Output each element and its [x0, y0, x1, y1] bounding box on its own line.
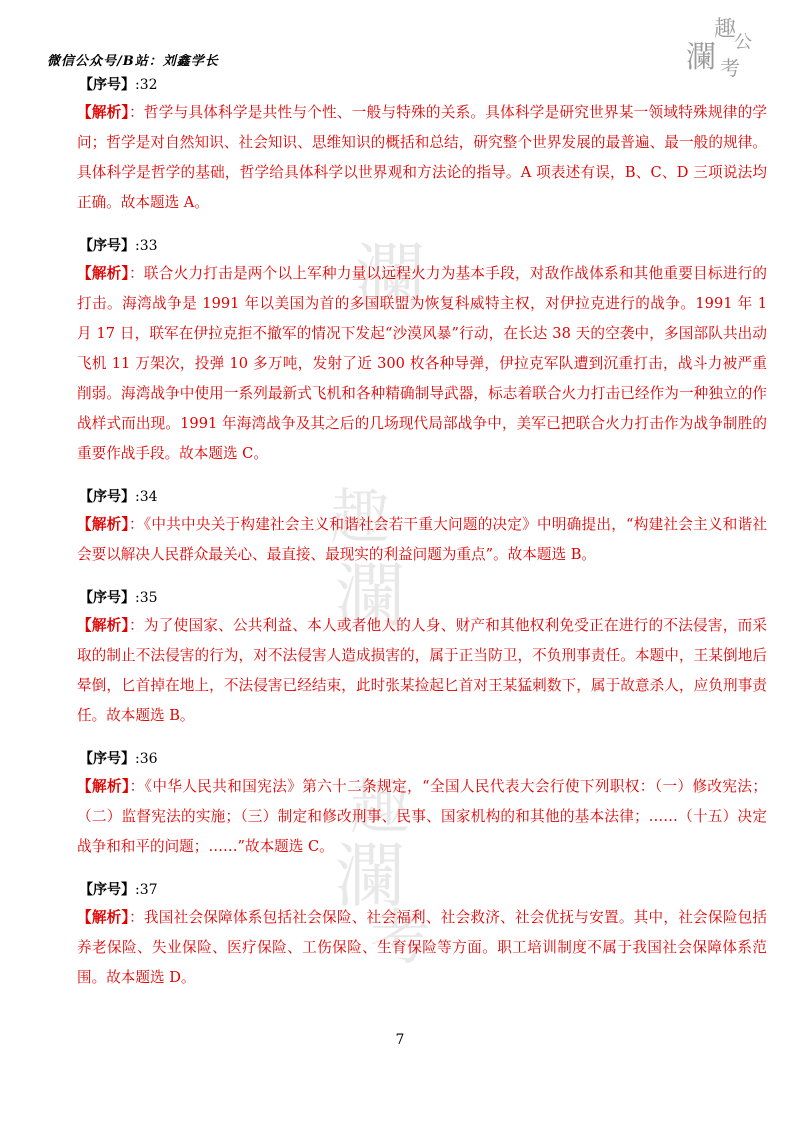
watermark-char: 瀾 — [355, 235, 425, 317]
logo-char: 瀾 — [686, 40, 716, 75]
analysis-text: 【解析】：为了使国家、公共利益、本人或者他人的人身、财产和其他权利免受正在进行的不法侵害，而采取的制止不法侵害的行为，对不法侵害人造成损害的，属于正当防卫，不负刑事责任。本题中，王某倒地后晕倒，匕首掉在地上，不法侵害已经结束，此时张某捡起匕首对王某猛刺数下，属于故意杀人，应负刑事责任。故本题选 B。 — [77, 617, 767, 724]
logo-char: 趣 — [714, 17, 737, 42]
logo-char: 考 — [720, 56, 740, 80]
question-number: 【序号】:35 — [79, 590, 158, 606]
watermark-char: 瀾 — [335, 555, 405, 637]
question-number: 【序号】:36 — [79, 751, 158, 767]
question-number: 【序号】:33 — [79, 238, 158, 254]
logo-char: 公 — [734, 32, 752, 53]
answer-item — [77, 233, 767, 469]
answer-item — [77, 877, 767, 993]
analysis-text: 【解析】：《中华人民共和国宪法》第六十二条规定，“全国人民代表大会行使下列职权：（一）修改宪法；（二）监督宪法的实施；（三）制定和修改刑事、民事、国家机构的和其他的基本法律；……（十五）决定战争和和平的问题；……”故本题选 C。 — [77, 778, 767, 855]
watermark-char: 趣 — [330, 483, 390, 553]
question-number: 【序号】:34 — [79, 489, 158, 505]
answer-item — [77, 484, 767, 570]
answer-item — [77, 746, 767, 862]
question-number: 【序号】:37 — [79, 882, 158, 898]
answer-item — [77, 72, 767, 218]
analysis-text: 【解析】：《中共中央关于构建社会主义和谐社会若干重大问题的决定》中明确提出，“构建社会主义和谐社会要以解决人民群众最关心、最直接、最现实的利益问题为重点”。故本题选 B。 — [77, 516, 767, 563]
answer-list — [77, 72, 767, 1008]
header-source: 微信公众号/B站：刘鑫学长 — [47, 54, 219, 69]
question-number: 【序号】:32 — [79, 77, 158, 93]
watermark-char: 瀾 — [335, 835, 405, 917]
analysis-text: 【解析】：联合火力打击是两个以上军种力量以远程火力为基本手段，对敌作战体系和其他重要目标进行的打击。海湾战争是 1991 年以美国为首的多国联盟为恢复科威特主权，对伊拉克进行的战争。1991 年 1 月 17 日，联军在伊拉克拒不撤军的情况下发起“沙漠风暴”行动，在长达 38 天的空袭中，多国部队共出动飞机 11 万架次，投弹 10 多万吨，发射了近 300 枚各种导弹，伊拉克军队遭到沉重打击，战斗力被严重削弱。海湾战争中使用一系列最新式飞机和各种精确制导武器，标志着联合火力打击已经作为一种独立的作战样式而出现。1991 年海湾战争及其之后的几场现代局部战争中，美军已把联合火力打击作为战争制胜的重要作战手段。故本题选 C。 — [77, 265, 767, 462]
watermark-char: 考 — [370, 903, 430, 973]
watermark-char: 趣 — [350, 773, 410, 843]
page-number: 7 — [395, 1032, 405, 1048]
answer-item — [77, 585, 767, 731]
analysis-text: 【解析】：哲学与具体科学是共性与个性、一般与特殊的关系。具体科学是研究世界某一领域特殊规律的学问；哲学是对自然知识、社会知识、思维知识的概括和总结，研究整个世界发展的最普遍、最一般的规律。具体科学是哲学的基础，哲学给具体科学以世界观和方法论的指导。A 项表述有误，B、C、D 三项说法均正确。故本题选 A。 — [77, 104, 767, 211]
analysis-text: 【解析】：我国社会保障体系包括社会保险、社会福利、社会救济、社会优抚与安置。其中，社会保险包括养老保险、失业保险、医疗保险、工伤保险、生育保险等方面。职工培训制度不属于我国社会保障体系范围。故本题选 D。 — [77, 909, 767, 986]
